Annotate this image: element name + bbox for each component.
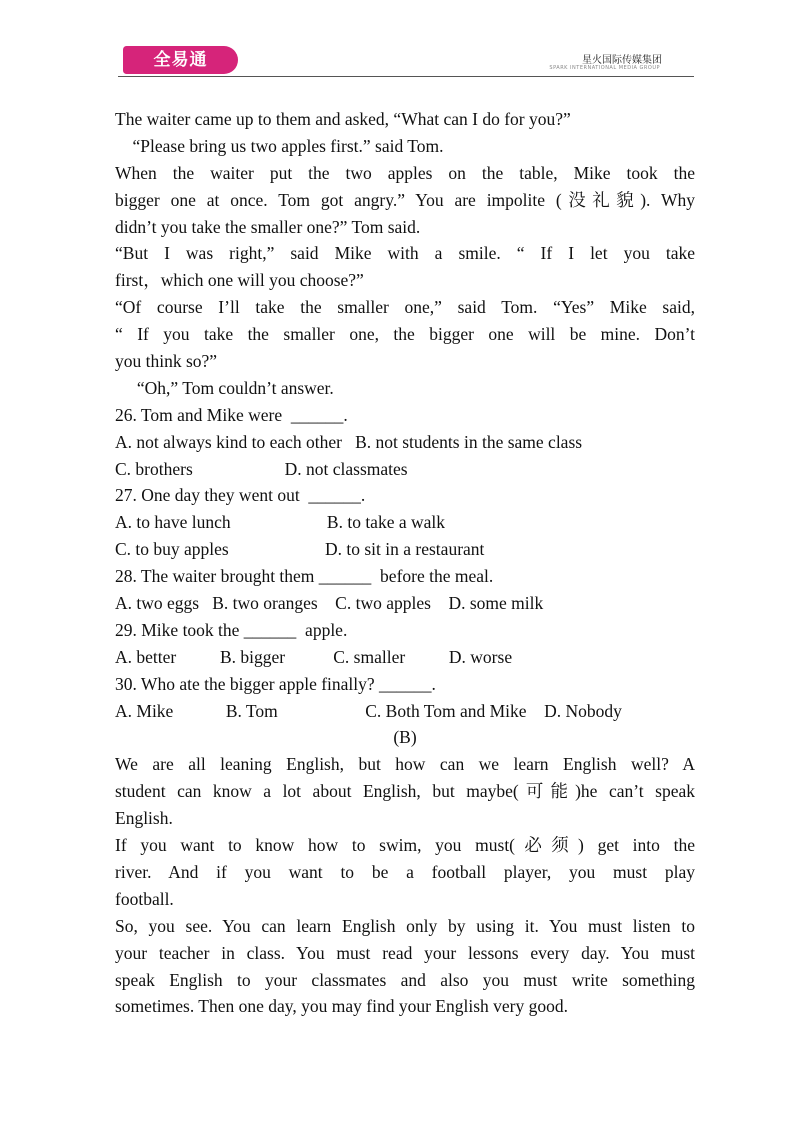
text-line: football. (115, 888, 174, 909)
company-subtitle: SPARK INTERNATIONAL MEDIA GROUP (549, 65, 660, 71)
options-27b: C. to buy apples D. to sit in a restaurant (115, 539, 485, 560)
question-26: 26. Tom and Mike were ______. (115, 404, 348, 425)
options-26a: A. not always kind to each other B. not students in the same class (115, 431, 583, 452)
options-27a: A. to have lunch B. to take a walk (115, 512, 446, 533)
document-body (115, 106, 695, 1020)
text-line: “ If you take the smaller one, the bigger one will be mine. Don’t (115, 324, 695, 345)
text-line: “Oh,” Tom couldn’t answer. (115, 377, 334, 398)
publisher-logo: 全易通 (123, 46, 238, 74)
text-line: So, you see. You can learn English only by using it. You must listen to (115, 915, 695, 936)
text-line: river. And if you want to be a football player, you must play (115, 861, 695, 882)
text-line: The waiter came up to them and asked, “What can I do for you?” (115, 109, 571, 129)
text-line: “Of course I’ll take the smaller one,” said Tom. “Yes” Mike said, (115, 297, 695, 318)
text-line: first，which one will you choose?” (115, 270, 364, 291)
text-line: you think so?” (115, 351, 218, 372)
text-line: student can know a lot about English, but maybe(可能)he can’t speak (115, 781, 695, 802)
text-line: sometimes. Then one day, you may find your English very good. (115, 996, 568, 1017)
text-line: bigger one at once. Tom got angry.” You are impolite (没礼貌). Why (115, 189, 695, 210)
text-line: If you want to know how to swim, you must(必须) get into the (115, 835, 695, 856)
options-26b: C. brothers D. not classmates (115, 458, 408, 479)
header-rule (118, 76, 694, 77)
question-28: 28. The waiter brought them ______ before the meal. (115, 566, 494, 587)
options-30: A. Mike B. Tom C. Both Tom and Mike D. Nobody (115, 700, 622, 721)
page-header (118, 44, 694, 78)
company-name: 星火国际传媒集团 (582, 55, 662, 66)
question-27: 27. One day they went out ______. (115, 485, 366, 506)
options-29: A. better B. bigger C. smaller D. worse (115, 646, 513, 667)
options-28: A. two eggs B. two oranges C. two apples D. some milk (115, 593, 544, 614)
text-line: When the waiter put the two apples on the table, Mike took the (115, 162, 695, 183)
section-b-heading: (B) (393, 727, 417, 748)
text-line: didn’t you take the smaller one?” Tom said. (115, 216, 421, 237)
question-30: 30. Who ate the bigger apple finally? ______. (115, 673, 436, 694)
text-line: We are all leaning English, but how can we learn English well? A (115, 754, 695, 775)
text-line: English. (115, 808, 173, 829)
text-line: speak English to your classmates and also you must write something (115, 969, 695, 990)
question-29: 29. Mike took the ______ apple. (115, 619, 348, 640)
text-line: “Please bring us two apples first.” said Tom. (115, 135, 444, 156)
text-line: “But I was right,” said Mike with a smile. “ If I let you take (115, 243, 695, 264)
text-line: your teacher in class. You must read your lessons every day. You must (115, 942, 695, 963)
